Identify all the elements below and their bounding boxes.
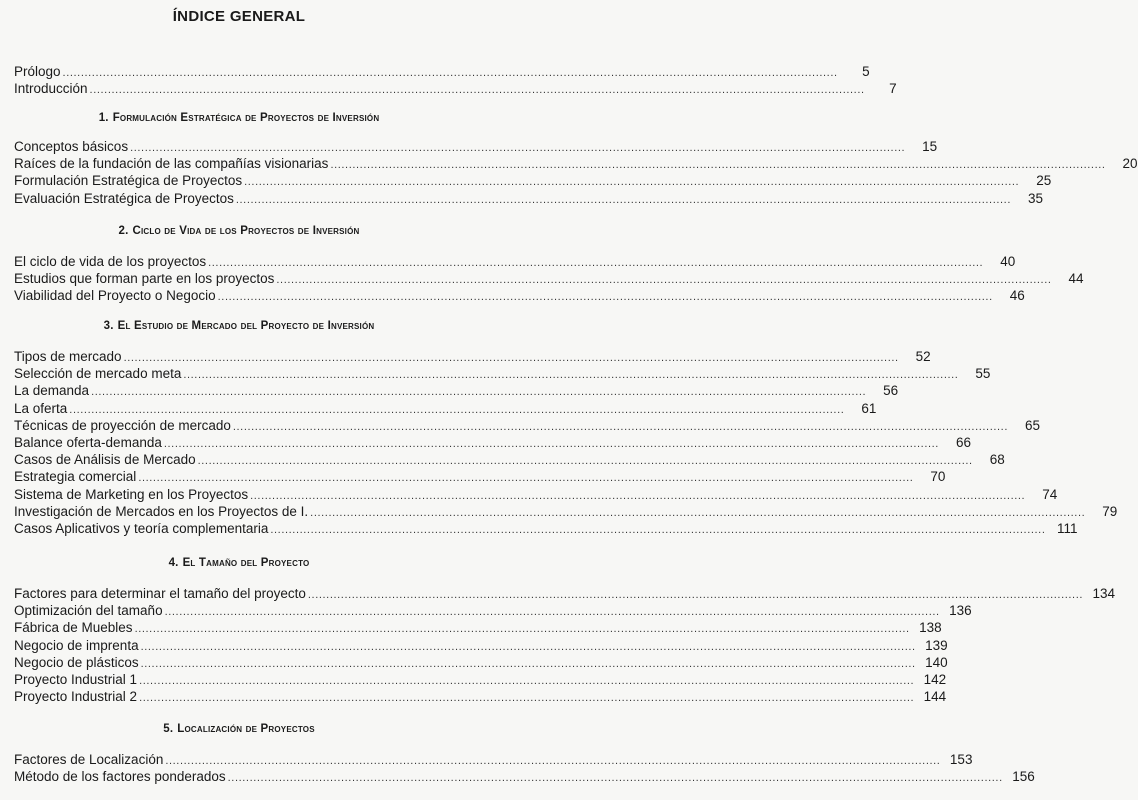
chapter-number: 2.: [118, 225, 129, 237]
toc-entry[interactable]: [14, 671, 947, 688]
chapter-2-entries: [14, 253, 1084, 305]
toc-entry[interactable]: [14, 768, 1035, 785]
toc-entry[interactable]: [14, 253, 1016, 270]
toc-entry-label: Método de los factores ponderados: [14, 769, 226, 785]
dot-leader: [250, 488, 1025, 505]
toc-entry[interactable]: [14, 585, 1116, 602]
chapter-number: 5.: [163, 723, 174, 735]
toc-entry-page: 144: [923, 689, 947, 705]
toc-entry-page: 79: [1102, 503, 1118, 519]
chapter-number: 1.: [98, 112, 109, 124]
toc-entry[interactable]: [14, 637, 948, 654]
toc-entry-label: La oferta: [14, 400, 68, 416]
toc-entry[interactable]: [14, 451, 1005, 468]
dot-leader: [139, 690, 914, 707]
toc-entry-label: Casos Aplicativos y teoría complementaria: [14, 520, 269, 536]
toc-entry-label: Conceptos básicos: [14, 139, 129, 154]
dot-leader: [276, 272, 1051, 289]
toc-entry[interactable]: [14, 348, 931, 365]
toc-entry-label: Negocio de plásticos: [14, 654, 139, 670]
toc-entry-label: Proyecto Industrial 2: [14, 689, 138, 705]
toc-entry-label: Prólogo: [14, 64, 61, 79]
dot-leader: [310, 505, 1085, 522]
toc-entry-page: 52: [915, 349, 931, 364]
dot-leader: [198, 453, 973, 470]
toc-entry-page: 15: [922, 139, 938, 154]
toc-entry-label: Estrategia comercial: [14, 469, 137, 485]
intro-list: [14, 63, 897, 97]
toc-entry-page: 66: [955, 434, 971, 450]
toc-entry[interactable]: [14, 751, 973, 768]
toc-entry-label: Factores para determinar el tamaño del proyecto: [14, 586, 306, 601]
toc-entry[interactable]: [14, 468, 946, 485]
toc-entry-label: Evaluación Estratégica de Proyectos: [14, 190, 234, 206]
toc-entry[interactable]: [14, 63, 870, 80]
dot-leader: [138, 470, 913, 487]
toc-entry-label: Negocio de imprenta: [14, 637, 139, 653]
toc-entry[interactable]: [14, 270, 1084, 287]
dot-leader: [218, 289, 993, 306]
page-title: ÍNDICE GENERAL: [172, 8, 306, 25]
toc-entry-page: 44: [1068, 271, 1084, 287]
toc-entry-label: La demanda: [14, 383, 90, 399]
toc-entry[interactable]: [14, 503, 1118, 520]
toc-entry-label: Sistema de Marketing en los Proyectos: [14, 486, 249, 502]
dot-leader: [90, 82, 865, 99]
dot-leader: [183, 367, 958, 384]
toc-entry-label: Introducción: [14, 81, 88, 97]
toc-entry-page: 136: [949, 603, 972, 619]
toc-entry[interactable]: [14, 365, 991, 382]
toc-entry[interactable]: [14, 434, 971, 451]
chapter-heading-5: [0, 723, 478, 735]
toc-entry-label: Formulación Estratégica de Proyectos: [14, 173, 243, 189]
toc-entry[interactable]: [14, 172, 1052, 189]
toc-entry-label: Viabilidad del Proyecto o Negocio: [14, 288, 216, 304]
toc-entry-page: 142: [923, 671, 947, 687]
toc-entry-page: 68: [989, 452, 1005, 468]
toc-entry-label: Investigación de Mercados en los Proyectos de I.: [14, 503, 309, 519]
toc-entry-label: Optimización del tamaño: [14, 603, 163, 619]
toc-entry[interactable]: [14, 382, 899, 399]
chapter-heading-3: [0, 320, 478, 332]
toc-entry-label: Técnicas de proyección de mercado: [14, 417, 231, 433]
dot-leader: [139, 673, 914, 690]
toc-entry-page: 40: [1000, 254, 1016, 269]
toc-entry-page: 138: [919, 620, 942, 636]
dot-leader: [164, 436, 939, 453]
toc-entry-page: 25: [1036, 173, 1052, 189]
dot-leader: [330, 157, 1105, 174]
chapter-title: Formulación Estratégica de Proyectos de Inversión: [112, 112, 380, 124]
toc-entry-page: 7: [889, 81, 897, 97]
toc-entry[interactable]: [14, 619, 942, 636]
toc-entry-page: 61: [861, 400, 877, 416]
toc-entry[interactable]: [14, 287, 1025, 304]
dot-leader: [91, 384, 866, 401]
dot-leader: [233, 419, 1008, 436]
toc-entry-page: 70: [930, 469, 946, 485]
toc-entry-page: 35: [1027, 190, 1043, 206]
dot-leader: [236, 192, 1011, 209]
toc-entry-page: 111: [1056, 520, 1078, 536]
toc-entry[interactable]: [14, 155, 1138, 172]
chapter-title: Localización de Proyectos: [177, 723, 315, 735]
toc-entry[interactable]: [14, 486, 1058, 503]
toc-entry[interactable]: [14, 688, 947, 705]
dot-leader: [135, 621, 910, 638]
chapter-3-entries: [14, 348, 1118, 537]
chapter-4-entries: [14, 585, 1116, 705]
toc-entry-page: 153: [949, 752, 973, 767]
toc-entry-page: 134: [1092, 586, 1116, 601]
toc-entry-label: Factores de Localización: [14, 752, 164, 767]
toc-entry-page: 140: [925, 654, 948, 670]
chapter-number: 4.: [168, 557, 179, 569]
chapter-heading-2: [0, 225, 478, 237]
dot-leader: [244, 174, 1019, 191]
dot-leader: [141, 639, 916, 656]
toc-entry-label: Balance oferta-demanda: [14, 434, 162, 450]
toc-entry-label: Estudios que forman parte en los proyectos: [14, 271, 275, 287]
chapter-title: El Tamaño del Proyecto: [182, 557, 310, 569]
toc-entry-label: Raíces de la fundación de las compañías visionarias: [14, 156, 329, 172]
toc-entry[interactable]: [14, 138, 938, 155]
toc-entry-label: Proyecto Industrial 1: [14, 671, 138, 687]
dot-leader: [124, 350, 899, 367]
chapter-heading-4: [0, 557, 478, 569]
chapter-1-entries: [14, 138, 1138, 207]
toc-entry[interactable]: [14, 417, 1040, 434]
toc-entry-page: 156: [1012, 769, 1035, 785]
toc-entry-label: Casos de Análisis de Mercado: [14, 452, 196, 468]
toc-entry-page: 139: [925, 637, 948, 653]
dot-leader: [208, 255, 983, 272]
toc-entry-page: 74: [1042, 486, 1058, 502]
toc-entry-page: 65: [1024, 417, 1040, 433]
toc-entry-label: Fábrica de Muebles: [14, 620, 133, 636]
chapter-title: Ciclo de Vida de los Proyectos de Inversión: [132, 225, 360, 237]
toc-entry-label: Tipos de mercado: [14, 349, 122, 364]
dot-leader: [228, 770, 1003, 787]
dot-leader: [165, 753, 940, 770]
chapter-number: 3.: [103, 320, 114, 332]
toc-entry-label: El ciclo de vida de los proyectos: [14, 254, 207, 269]
chapter-heading-1: [0, 112, 478, 124]
dot-leader: [63, 65, 838, 82]
toc-entry-page: 56: [883, 383, 899, 399]
chapter-5-entries: [14, 751, 1035, 785]
dot-leader: [141, 656, 916, 673]
toc-entry[interactable]: [14, 190, 1043, 207]
dot-leader: [165, 604, 940, 621]
toc-entry-page: 20: [1122, 156, 1138, 172]
toc-entry[interactable]: [14, 602, 972, 619]
chapter-title: El Estudio de Mercado del Proyecto de Inversión: [117, 320, 375, 332]
toc-entry-label: Selección de mercado meta: [14, 366, 182, 382]
toc-entry[interactable]: [14, 80, 897, 97]
toc-entry[interactable]: [14, 654, 948, 671]
toc-entry-page: 46: [1009, 288, 1025, 304]
toc-entry[interactable]: [14, 400, 877, 417]
toc-entry-page: 55: [975, 366, 991, 382]
toc-entry[interactable]: [14, 520, 1078, 537]
dot-leader: [270, 522, 1045, 539]
toc-entry-page: 5: [862, 64, 870, 79]
